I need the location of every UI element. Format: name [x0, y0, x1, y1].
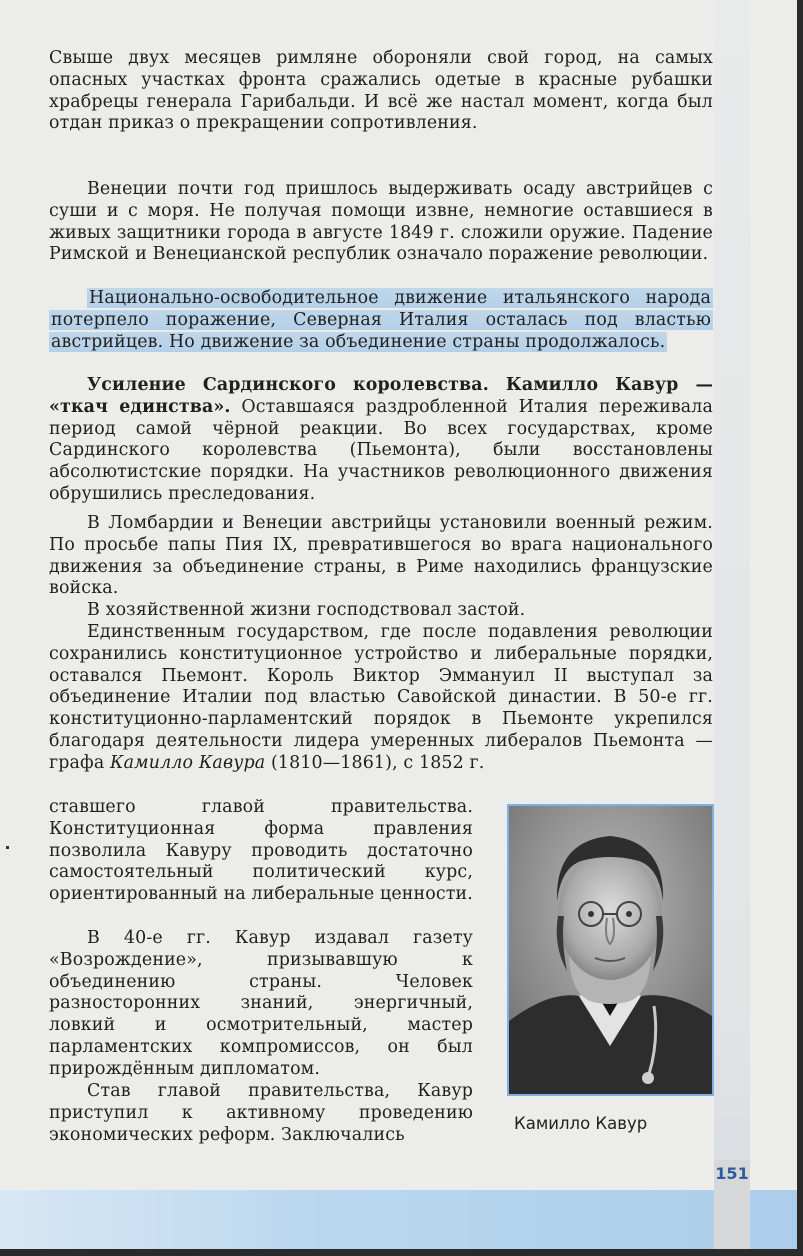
section-heading: Усиление Сардинского королевства. Камилло Кавур — «ткач единства». [49, 375, 713, 417]
paragraph-text: Свыше двух месяцев римляне обороняли свой город, на самых опасных участках фронта сражались одетые в красные рубашки храбрецы генерала Гарибальди. И всё же настал момент, когда был отдан приказ о прекращении сопротивления. [49, 48, 713, 134]
paragraph-text: Венеции почти год пришлось выдерживать осаду австрийцев с суши и с моря. Не получая помощи извне, немногие оставшиеся в живых защитники города в августе 1849 г. сложили оружие. Падение Римской и Венецианской республик означало поражение революции. [49, 179, 713, 265]
paragraph-text: Единственным государством, где после подавления революции сохранились конституционное устройство и либеральные порядки, оставался Пьемонт. Король Виктор Эммануил II выступал за объединение Италии под властью Савойской династии. В 50-е гг. конституционно-парламентский порядок в Пьемонте укрепился благодаря деятельности лидера умеренных либералов Пьемонта — графа [49, 622, 713, 773]
paragraph-highlighted-summary [49, 288, 713, 353]
paragraph-lombardy [49, 513, 713, 600]
paragraph-text: Став главой правительства, Кавур приступил к активному проведению экономических реформ. Заключались [49, 1081, 473, 1145]
paragraph-venice-siege [49, 179, 713, 266]
paragraph-text: В хозяйственной жизни господствовал застой. [87, 600, 526, 620]
paragraph-rome-defense [49, 48, 713, 135]
margin-mark [6, 846, 9, 849]
side-margin-band [714, 0, 750, 1256]
paragraph-sardinia-section [49, 375, 713, 506]
highlighted-text: Национально-освободительное движение итальянского народа потерпело поражение, Северная Италия осталась под властью австрийцев. Но движение за объединение страны продолжалось. [51, 288, 711, 352]
paragraph-piedmont [49, 622, 713, 775]
paragraph-text: В Ломбардии и Венеции австрийцы установили военный режим. По просьбе папы Пия IX, превратившегося во врага национального движения за объединение страны, в Риме находились французские войска. [49, 513, 713, 599]
portrait-photo [507, 804, 714, 1096]
paragraph-text: ставшего главой правительства. Конституционная форма правления позволила Кавуру проводить достаточно самостоятельный политический курс, ориентированный на либеральные ценности. [49, 797, 473, 905]
page-number: 151 [715, 1164, 749, 1183]
paragraph-constitution [49, 797, 473, 906]
cavour-portrait-icon [509, 806, 712, 1094]
bottom-decorative-band [0, 1190, 803, 1256]
scan-edge-bottom [0, 1249, 803, 1256]
scan-edge-right [797, 0, 803, 1256]
figure-caption: Камилло Кавур [514, 1114, 648, 1133]
paragraph-text: В 40-е гг. Кавур издавал газету «Возрождение», призывавшую к объединению страны. Человек разносторонних знаний, энергичный, ловкий и осмотрительный, мастер парламентских компромиссов, он был прирождённым дипломатом. [49, 928, 473, 1079]
paragraph-reforms [49, 1081, 473, 1146]
paragraph-text: Оставшаяся раздробленной Италия переживала период самой чёрной реакции. Во всех государствах, кроме Сардинского королевства (Пьемонта), были восстановлены абсолютистские порядки. На участников революционного движения обрушились преследования. [49, 396, 714, 504]
emphasized-name: Камилло Кавура [110, 752, 266, 773]
paragraph-stagnation [49, 600, 713, 622]
paragraph-newspaper [49, 928, 473, 1081]
paragraph-text: (1810—1861), с 1852 г. [265, 752, 485, 773]
